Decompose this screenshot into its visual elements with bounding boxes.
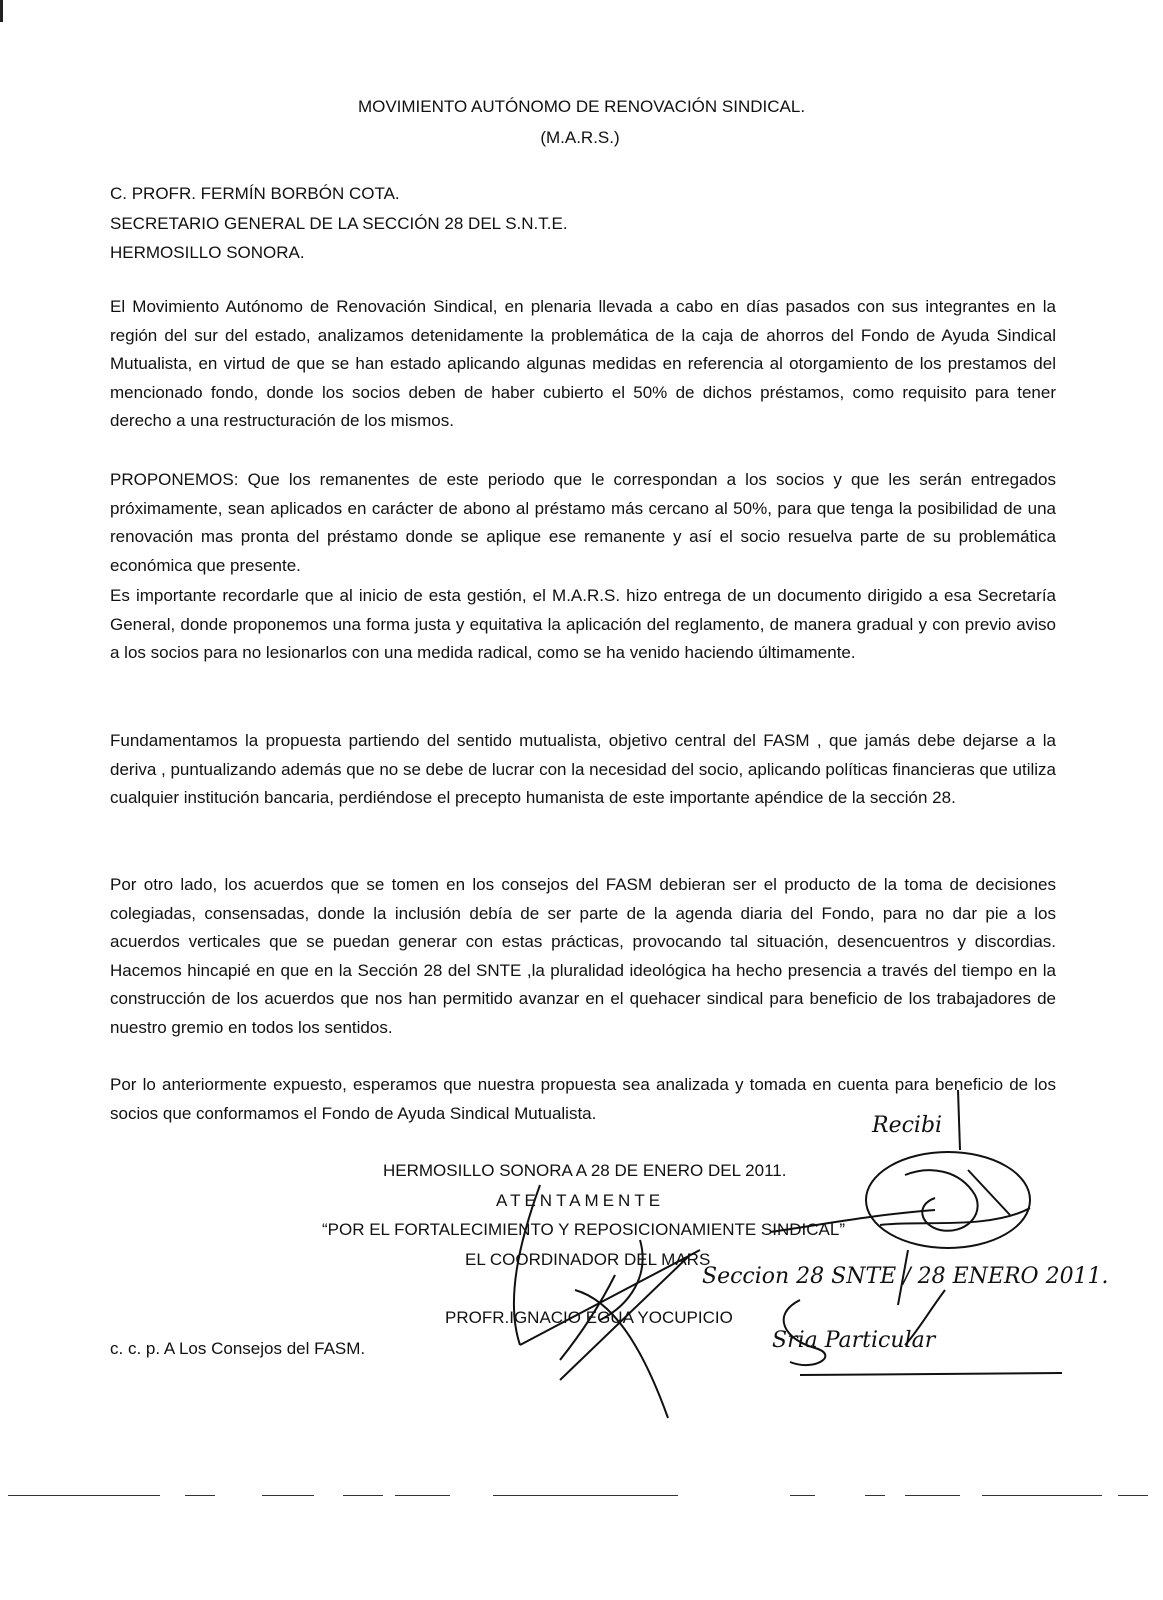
bottom-rule-3 [262, 1495, 314, 1496]
recipient-title: SECRETARIO GENERAL DE LA SECCIÓN 28 DEL S.N.T.E. [110, 214, 568, 233]
body-paragraph-2: PROPONEMOS: Que los remanentes de este periodo que le correspondan a los socios y que les serán entregados próximamente, sean aplicados en carácter de abono al préstamo más cercano al 50%, para que tenga la posibilidad de una renovación mas pronta del préstamo donde se aplique ese remanente y así el socio resuelva parte de su problemática económica que presente. [110, 470, 1056, 575]
body-paragraph-1: El Movimiento Autónomo de Renovación Sindical, en plenaria llevada a cabo en días pasados con sus integrantes en la región del sur del estado, analizamos detenidamente la problemática de la caja de ahorros del Fondo de Ayuda Sindical Mutualista, en virtud de que se han estado aplicando algunas medidas en referencia al otorgamiento de los prestamos del mencionado fondo, donde los socios deben de haber cubierto el 50% de dichos préstamos, como requisito para tener derecho a una restructuración de los mismos. [110, 297, 1056, 430]
body-paragraph-3: Es importante recordarle que al inicio de esta gestión, el M.A.R.S. hizo entrega de un documento dirigido a esa Secretaría General, donde proponemos una forma justa y equitativa la aplicación del reglamento, de manera gradual y con previo aviso a los socios para no lesionarlos con una medida radical, como se ha venido haciendo últimamente. [110, 586, 1056, 662]
bottom-rule-9 [905, 1495, 960, 1496]
place-and-date: HERMOSILLO SONORA A 28 DE ENERO DEL 2011. [383, 1161, 787, 1180]
bottom-rule-5 [395, 1495, 450, 1496]
bottom-rule-10 [982, 1495, 1102, 1496]
body-paragraph-6: Por lo anteriormente expuesto, esperamos que nuestra propuesta sea analizada y tomada en cuenta para beneficio de los socios que conformamos el Fondo de Ayuda Sindical Mutualista. [110, 1075, 1056, 1123]
bottom-rule-1 [8, 1495, 160, 1496]
bottom-rule-6 [493, 1495, 678, 1496]
motto: “POR EL FORTALECIMIENTO Y REPOSICIONAMIENTE SINDICAL” [322, 1220, 846, 1239]
recipient-city: HERMOSILLO SONORA. [110, 243, 305, 262]
bottom-rule-2 [185, 1495, 215, 1496]
office-handwriting: Sria Particular [772, 1328, 936, 1353]
organization-name: MOVIMIENTO AUTÓNOMO DE RENOVACIÓN SINDICAL. [357, 97, 806, 116]
bottom-rule-11 [1118, 1495, 1148, 1496]
scan-edge-mark [0, 0, 3, 22]
coordinator-role: EL COORDINADOR DEL MARS [465, 1250, 711, 1269]
bottom-rule-7 [790, 1495, 815, 1496]
recipient-name: C. PROFR. FERMÍN BORBÓN COTA. [110, 184, 400, 203]
signer-name: PROFR.IGNACIO EGUA YOCUPICIO [445, 1308, 733, 1327]
organization-acronym: (M.A.R.S.) [540, 128, 620, 147]
bottom-rule-4 [343, 1495, 383, 1496]
received-handwriting: Recibi [872, 1113, 943, 1138]
carbon-copy: c. c. p. A Los Consejos del FASM. [110, 1339, 366, 1358]
body-paragraph-5: Por otro lado, los acuerdos que se tomen en los consejos del FASM debieran ser el producto de la toma de decisiones colegiadas, consensadas, donde la inclusión debía de ser parte de la agenda diaria del Fondo, para no dar pie a los acuerdos verticales que se puedan generar con estas prácticas, provocando tal situación, desencuentros y discordias. Hacemos hincapié en que en la Sección 28 del SNTE ,la pluralidad ideológica ha hecho presencia a través del tiempo en la construcción de los acuerdos que nos han permitido avanzar en el quehacer sindical para beneficio de los trabajadores de nuestro gremio en todos los sentidos. [110, 875, 1056, 1037]
bottom-rule-8 [865, 1495, 885, 1496]
stamp-date-note: Seccion 28 SNTE / 28 ENERO 2011. [702, 1264, 1109, 1289]
body-paragraph-4: Fundamentamos la propuesta partiendo del sentido mutualista, objetivo central del FASM , que jamás debe dejarse a la deriva , puntualizando además que no se debe de lucrar con la necesidad del socio, aplicando políticas financieras que utiliza cualquier institución bancaria, perdiéndose el precepto humanista de este importante apéndice de la sección 28. [110, 731, 1056, 807]
atentamente: ATENTAMENTE [496, 1191, 665, 1210]
